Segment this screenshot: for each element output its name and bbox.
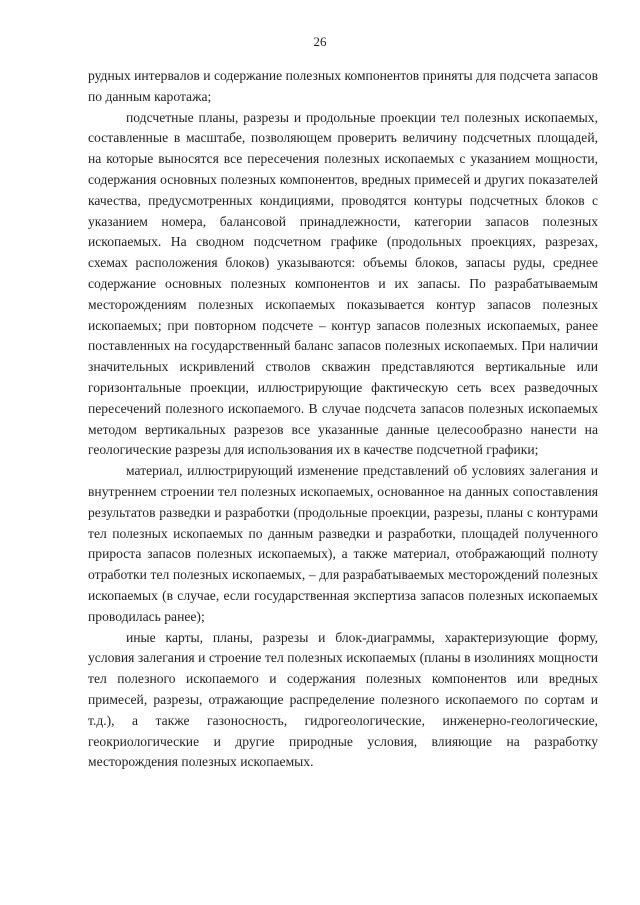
paragraph-illustrative-material: материал, иллюстрирующий изменение представлений об условиях залегания и внутреннем строении тел полезных ископаемых, основанное на данных сопоставления результатов разведки и разработки (продольные проекции, разрезы, планы с контурами тел полезных ископаемых по данным разведки и разработки, площадей полученного прироста запасов полезных ископаемых), а также материал, отображающий полноту отработки тел полезных ископаемых, – для разрабатываемых месторождений полезных ископаемых (в случае, если государственная экспертиза запасов полезных ископаемых проводилась ранее); [88,463,598,624]
page-number: 26 [313,34,327,49]
document-body [88,66,598,773]
paragraph-other-maps: иные карты, планы, разрезы и блок-диаграммы, характеризующие форму, условия залегания и строение тел полезных ископаемых (планы в изолиниях мощности тел полезного ископаемого и содержания полезных компонентов или вредных примесей, разрезы, отражающие распределение полезного ископаемого по сортам и т.д.), а также газоносность, гидрогеологические, инженерно-геологические, геокриологические и другие природные условия, влияющие на разработку месторождения полезных ископаемых. [88,629,598,770]
paragraph-continuation: рудных интервалов и содержание полезных компонентов приняты для подсчета запасов по данным каротажа; [88,68,598,104]
paragraph-calculation-plans: подсчетные планы, разрезы и продольные проекции тел полезных ископаемых, составленные в масштабе, позволяющем проверить величину подсчетных площадей, на которые выносятся все пересечения полезных ископаемых с указанием мощности, содержания основных полезных компонентов, вредных примесей и других показателей качества, предусмотренных кондициями, проводятся контуры подсчетных блоков с указанием номера, балансовой принадлежности, категории запасов полезных ископаемых. На сводном подсчетном графике (продольных проекциях, разрезах, схемах расположения блоков) указываются: объемы блоков, запасы руды, среднее содержание основных полезных компонентов и их запасы. По разрабатываемым месторождениям полезных ископаемых показывается контур запасов полезных ископаемых; при повторном подсчете – контур запасов полезных ископаемых, ранее поставленных на государственный баланс запасов полезных ископаемых. При наличии значительных искривлений стволов скважин представляются вертикальные или горизонтальные проекции, иллюстрирующие фактическую сеть всех разведочных пересечений полезного ископаемого. В случае подсчета запасов полезных ископаемых методом вертикальных разрезов все указанные данные целесообразно нанести на геологические разрезы для использования их в качестве подсчетной графики; [88,109,598,458]
